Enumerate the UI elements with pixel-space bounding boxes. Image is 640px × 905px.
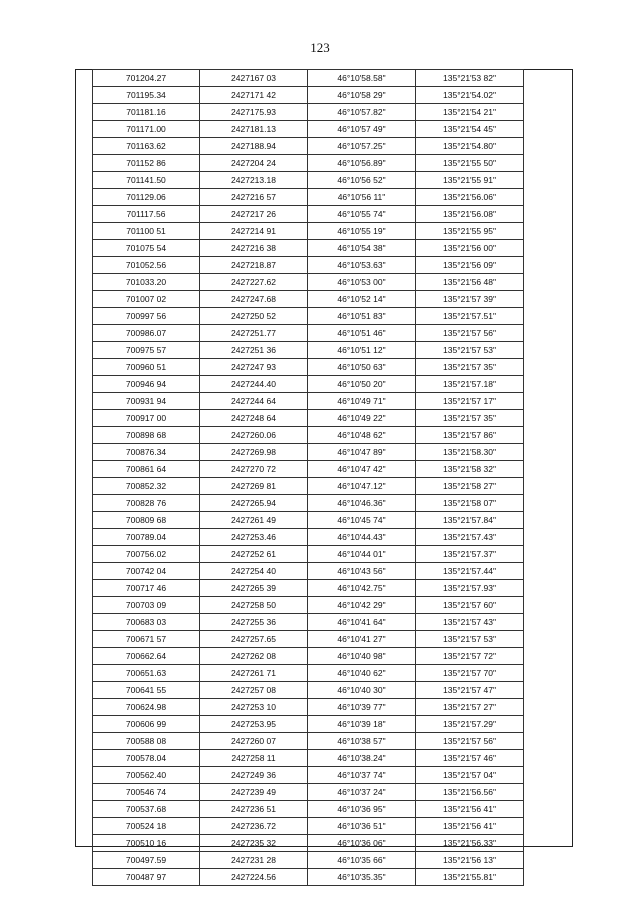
y-coordinate-cell: 2427188.94 (200, 138, 308, 155)
latitude-cell: 46°10'36 51" (308, 818, 416, 835)
y-coordinate-cell: 2427247 93 (200, 359, 308, 376)
x-coordinate-cell: 700809 68 (93, 512, 200, 529)
y-coordinate-cell: 2427250 52 (200, 308, 308, 325)
table-row (93, 648, 524, 665)
x-coordinate-cell: 701171.00 (93, 121, 200, 138)
y-coordinate-cell: 2427253 10 (200, 699, 308, 716)
x-coordinate-cell: 700876.34 (93, 444, 200, 461)
longitude-cell: 135°21'55 91" (416, 172, 524, 189)
longitude-cell: 135°21'57 53" (416, 342, 524, 359)
x-coordinate-cell: 701204.27 (93, 70, 200, 87)
y-coordinate-cell: 2427235 32 (200, 835, 308, 852)
table-row (93, 716, 524, 733)
table-row (93, 87, 524, 104)
latitude-cell: 46°10'46.36" (308, 495, 416, 512)
y-coordinate-cell: 2427269.98 (200, 444, 308, 461)
x-coordinate-cell: 700898 68 (93, 427, 200, 444)
y-coordinate-cell: 2427218.87 (200, 257, 308, 274)
longitude-cell: 135°21'57.18" (416, 376, 524, 393)
table-row (93, 580, 524, 597)
x-coordinate-cell: 700487 97 (93, 869, 200, 886)
x-coordinate-cell: 700828 76 (93, 495, 200, 512)
x-coordinate-cell: 700651.63 (93, 665, 200, 682)
latitude-cell: 46°10'57 49" (308, 121, 416, 138)
longitude-cell: 135°21'57 70" (416, 665, 524, 682)
latitude-cell: 46°10'47.12" (308, 478, 416, 495)
longitude-cell: 135°21'57.44" (416, 563, 524, 580)
x-coordinate-cell: 700852.32 (93, 478, 200, 495)
longitude-cell: 135°21'57 04" (416, 767, 524, 784)
y-coordinate-cell: 2427236.72 (200, 818, 308, 835)
table-row (93, 376, 524, 393)
latitude-cell: 46°10'36 95" (308, 801, 416, 818)
x-coordinate-cell: 700562.40 (93, 767, 200, 784)
table-row (93, 70, 524, 87)
y-coordinate-cell: 2427265 39 (200, 580, 308, 597)
latitude-cell: 46°10'52 14" (308, 291, 416, 308)
latitude-cell: 46°10'51 83" (308, 308, 416, 325)
longitude-cell: 135°21'54.02" (416, 87, 524, 104)
x-coordinate-cell: 700497.59 (93, 852, 200, 869)
table-row (93, 342, 524, 359)
longitude-cell: 135°21'57 35" (416, 359, 524, 376)
latitude-cell: 46°10'58 29" (308, 87, 416, 104)
table-row (93, 665, 524, 682)
y-coordinate-cell: 2427248 64 (200, 410, 308, 427)
table-row (93, 410, 524, 427)
y-coordinate-cell: 2427171 42 (200, 87, 308, 104)
table-row (93, 308, 524, 325)
x-coordinate-cell: 701100 51 (93, 223, 200, 240)
longitude-cell: 135°21'56 00" (416, 240, 524, 257)
x-coordinate-cell: 700931 94 (93, 393, 200, 410)
longitude-cell: 135°21'57 46" (416, 750, 524, 767)
longitude-cell: 135°21'55 95" (416, 223, 524, 240)
latitude-cell: 46°10'56 11" (308, 189, 416, 206)
longitude-cell: 135°21'57 86" (416, 427, 524, 444)
table-row (93, 393, 524, 410)
latitude-cell: 46°10'53 00" (308, 274, 416, 291)
y-coordinate-cell: 2427265.94 (200, 495, 308, 512)
y-coordinate-cell: 2427252 61 (200, 546, 308, 563)
latitude-cell: 46°10'43 56" (308, 563, 416, 580)
table-row (93, 291, 524, 308)
longitude-cell: 135°21'56 13" (416, 852, 524, 869)
y-coordinate-cell: 2427251.77 (200, 325, 308, 342)
longitude-cell: 135°21'56 41" (416, 818, 524, 835)
latitude-cell: 46°10'49 71" (308, 393, 416, 410)
y-coordinate-cell: 2427216 38 (200, 240, 308, 257)
x-coordinate-cell: 700861 64 (93, 461, 200, 478)
latitude-cell: 46°10'44.43" (308, 529, 416, 546)
latitude-cell: 46°10'58.58" (308, 70, 416, 87)
x-coordinate-cell: 701033.20 (93, 274, 200, 291)
latitude-cell: 46°10'51 46" (308, 325, 416, 342)
longitude-cell: 135°21'55 50" (416, 155, 524, 172)
latitude-cell: 46°10'44 01" (308, 546, 416, 563)
y-coordinate-cell: 2427204 24 (200, 155, 308, 172)
table-row (93, 767, 524, 784)
latitude-cell: 46°10'45 74" (308, 512, 416, 529)
latitude-cell: 46°10'50 20" (308, 376, 416, 393)
y-coordinate-cell: 2427269 81 (200, 478, 308, 495)
y-coordinate-cell: 2427254 40 (200, 563, 308, 580)
longitude-cell: 135°21'56.06" (416, 189, 524, 206)
y-coordinate-cell: 2427167 03 (200, 70, 308, 87)
table-row (93, 223, 524, 240)
table-row (93, 750, 524, 767)
y-coordinate-cell: 2427261 71 (200, 665, 308, 682)
x-coordinate-cell: 701129.06 (93, 189, 200, 206)
x-coordinate-cell: 701075 54 (93, 240, 200, 257)
x-coordinate-cell: 700641 55 (93, 682, 200, 699)
table-row (93, 172, 524, 189)
x-coordinate-cell: 701163.62 (93, 138, 200, 155)
latitude-cell: 46°10'40 30" (308, 682, 416, 699)
x-coordinate-cell: 701152 86 (93, 155, 200, 172)
table-row (93, 733, 524, 750)
x-coordinate-cell: 700986.07 (93, 325, 200, 342)
x-coordinate-cell: 701141.50 (93, 172, 200, 189)
longitude-cell: 135°21'57 39" (416, 291, 524, 308)
longitude-cell: 135°21'57.43" (416, 529, 524, 546)
longitude-cell: 135°21'57 43" (416, 614, 524, 631)
coordinates-table (92, 69, 524, 886)
longitude-cell: 135°21'57 17" (416, 393, 524, 410)
table-row (93, 240, 524, 257)
x-coordinate-cell: 700917 00 (93, 410, 200, 427)
longitude-cell: 135°21'56.33" (416, 835, 524, 852)
latitude-cell: 46°10'39 77" (308, 699, 416, 716)
latitude-cell: 46°10'55 74" (308, 206, 416, 223)
latitude-cell: 46°10'50 63" (308, 359, 416, 376)
longitude-cell: 135°21'53 82" (416, 70, 524, 87)
table-row (93, 784, 524, 801)
y-coordinate-cell: 2427214 91 (200, 223, 308, 240)
y-coordinate-cell: 2427247.68 (200, 291, 308, 308)
table-row (93, 274, 524, 291)
x-coordinate-cell: 700946 94 (93, 376, 200, 393)
latitude-cell: 46°10'39 18" (308, 716, 416, 733)
y-coordinate-cell: 2427253.46 (200, 529, 308, 546)
latitude-cell: 46°10'56 52" (308, 172, 416, 189)
longitude-cell: 135°21'54 45" (416, 121, 524, 138)
latitude-cell: 46°10'54 38" (308, 240, 416, 257)
latitude-cell: 46°10'56.89" (308, 155, 416, 172)
latitude-cell: 46°10'38.24" (308, 750, 416, 767)
longitude-cell: 135°21'57 27" (416, 699, 524, 716)
latitude-cell: 46°10'47 42" (308, 461, 416, 478)
x-coordinate-cell: 700717 46 (93, 580, 200, 597)
y-coordinate-cell: 2427261 49 (200, 512, 308, 529)
latitude-cell: 46°10'57.25" (308, 138, 416, 155)
longitude-cell: 135°21'56 41" (416, 801, 524, 818)
table-row (93, 835, 524, 852)
longitude-cell: 135°21'58 27" (416, 478, 524, 495)
coordinates-table-body (93, 70, 524, 886)
table-row (93, 155, 524, 172)
x-coordinate-cell: 701007 02 (93, 291, 200, 308)
y-coordinate-cell: 2427260 07 (200, 733, 308, 750)
x-coordinate-cell: 700578.04 (93, 750, 200, 767)
table-row (93, 801, 524, 818)
table-row (93, 682, 524, 699)
latitude-cell: 46°10'37 74" (308, 767, 416, 784)
y-coordinate-cell: 2427231 28 (200, 852, 308, 869)
table-row (93, 461, 524, 478)
latitude-cell: 46°10'35 66" (308, 852, 416, 869)
longitude-cell: 135°21'58 07" (416, 495, 524, 512)
table-row (93, 359, 524, 376)
y-coordinate-cell: 2427236 51 (200, 801, 308, 818)
longitude-cell: 135°21'56.56" (416, 784, 524, 801)
x-coordinate-cell: 700997 56 (93, 308, 200, 325)
x-coordinate-cell: 701195.34 (93, 87, 200, 104)
longitude-cell: 135°21'56.08" (416, 206, 524, 223)
y-coordinate-cell: 2427244 64 (200, 393, 308, 410)
longitude-cell: 135°21'57.37" (416, 546, 524, 563)
latitude-cell: 46°10'42.75" (308, 580, 416, 597)
table-row (93, 427, 524, 444)
longitude-cell: 135°21'54.80" (416, 138, 524, 155)
longitude-cell: 135°21'57 56" (416, 733, 524, 750)
y-coordinate-cell: 2427253.95 (200, 716, 308, 733)
x-coordinate-cell: 700671 57 (93, 631, 200, 648)
x-coordinate-cell: 700683 03 (93, 614, 200, 631)
table-row (93, 597, 524, 614)
longitude-cell: 135°21'57.29" (416, 716, 524, 733)
latitude-cell: 46°10'55 19" (308, 223, 416, 240)
x-coordinate-cell: 700606 99 (93, 716, 200, 733)
y-coordinate-cell: 2427260.06 (200, 427, 308, 444)
table-row (93, 206, 524, 223)
longitude-cell: 135°21'58.30" (416, 444, 524, 461)
table-row (93, 478, 524, 495)
longitude-cell: 135°21'57.84" (416, 512, 524, 529)
table-row (93, 257, 524, 274)
table-row (93, 325, 524, 342)
x-coordinate-cell: 701052.56 (93, 257, 200, 274)
longitude-cell: 135°21'55.81" (416, 869, 524, 886)
longitude-cell: 135°21'57 53" (416, 631, 524, 648)
y-coordinate-cell: 2427244.40 (200, 376, 308, 393)
latitude-cell: 46°10'41 64" (308, 614, 416, 631)
table-row (93, 121, 524, 138)
latitude-cell: 46°10'40 98" (308, 648, 416, 665)
x-coordinate-cell: 700662.64 (93, 648, 200, 665)
y-coordinate-cell: 2427257 08 (200, 682, 308, 699)
longitude-cell: 135°21'57.51" (416, 308, 524, 325)
latitude-cell: 46°10'41 27" (308, 631, 416, 648)
x-coordinate-cell: 700537.68 (93, 801, 200, 818)
latitude-cell: 46°10'47 89" (308, 444, 416, 461)
x-coordinate-cell: 700789.04 (93, 529, 200, 546)
y-coordinate-cell: 2427251 36 (200, 342, 308, 359)
x-coordinate-cell: 700524 18 (93, 818, 200, 835)
y-coordinate-cell: 2427213.18 (200, 172, 308, 189)
y-coordinate-cell: 2427257.65 (200, 631, 308, 648)
longitude-cell: 135°21'57 35" (416, 410, 524, 427)
latitude-cell: 46°10'38 57" (308, 733, 416, 750)
y-coordinate-cell: 2427249 36 (200, 767, 308, 784)
table-row (93, 614, 524, 631)
y-coordinate-cell: 2427258 11 (200, 750, 308, 767)
latitude-cell: 46°10'57.82" (308, 104, 416, 121)
latitude-cell: 46°10'53.63" (308, 257, 416, 274)
latitude-cell: 46°10'40 62" (308, 665, 416, 682)
table-row (93, 631, 524, 648)
table-row (93, 546, 524, 563)
x-coordinate-cell: 700546 74 (93, 784, 200, 801)
x-coordinate-cell: 700975 57 (93, 342, 200, 359)
table-row (93, 869, 524, 886)
latitude-cell: 46°10'36 06" (308, 835, 416, 852)
y-coordinate-cell: 2427216 57 (200, 189, 308, 206)
longitude-cell: 135°21'56 48" (416, 274, 524, 291)
table-row (93, 563, 524, 580)
y-coordinate-cell: 2427239 49 (200, 784, 308, 801)
y-coordinate-cell: 2427258 50 (200, 597, 308, 614)
y-coordinate-cell: 2427181.13 (200, 121, 308, 138)
latitude-cell: 46°10'49 22" (308, 410, 416, 427)
x-coordinate-cell: 701181.16 (93, 104, 200, 121)
longitude-cell: 135°21'57 60" (416, 597, 524, 614)
y-coordinate-cell: 2427270 72 (200, 461, 308, 478)
latitude-cell: 46°10'42 29" (308, 597, 416, 614)
x-coordinate-cell: 700588 08 (93, 733, 200, 750)
longitude-cell: 135°21'57 56" (416, 325, 524, 342)
longitude-cell: 135°21'58 32" (416, 461, 524, 478)
table-row (93, 699, 524, 716)
latitude-cell: 46°10'51 12" (308, 342, 416, 359)
table-row (93, 138, 524, 155)
latitude-cell: 46°10'48 62" (308, 427, 416, 444)
page-number: 123 (310, 40, 330, 55)
x-coordinate-cell: 700742 04 (93, 563, 200, 580)
y-coordinate-cell: 2427255 36 (200, 614, 308, 631)
y-coordinate-cell: 2427262 08 (200, 648, 308, 665)
longitude-cell: 135°21'54 21" (416, 104, 524, 121)
table-row (93, 852, 524, 869)
longitude-cell: 135°21'57.93" (416, 580, 524, 597)
x-coordinate-cell: 700703 09 (93, 597, 200, 614)
table-row (93, 444, 524, 461)
latitude-cell: 46°10'35.35" (308, 869, 416, 886)
x-coordinate-cell: 700624.98 (93, 699, 200, 716)
table-row (93, 495, 524, 512)
x-coordinate-cell: 701117.56 (93, 206, 200, 223)
x-coordinate-cell: 700510 16 (93, 835, 200, 852)
table-row (93, 189, 524, 206)
x-coordinate-cell: 700756.02 (93, 546, 200, 563)
y-coordinate-cell: 2427217 26 (200, 206, 308, 223)
table-row (93, 104, 524, 121)
table-row (93, 529, 524, 546)
x-coordinate-cell: 700960 51 (93, 359, 200, 376)
longitude-cell: 135°21'57 47" (416, 682, 524, 699)
table-row (93, 818, 524, 835)
y-coordinate-cell: 2427224.56 (200, 869, 308, 886)
longitude-cell: 135°21'57 72" (416, 648, 524, 665)
table-row (93, 512, 524, 529)
latitude-cell: 46°10'37 24" (308, 784, 416, 801)
y-coordinate-cell: 2427227.62 (200, 274, 308, 291)
longitude-cell: 135°21'56 09" (416, 257, 524, 274)
y-coordinate-cell: 2427175.93 (200, 104, 308, 121)
